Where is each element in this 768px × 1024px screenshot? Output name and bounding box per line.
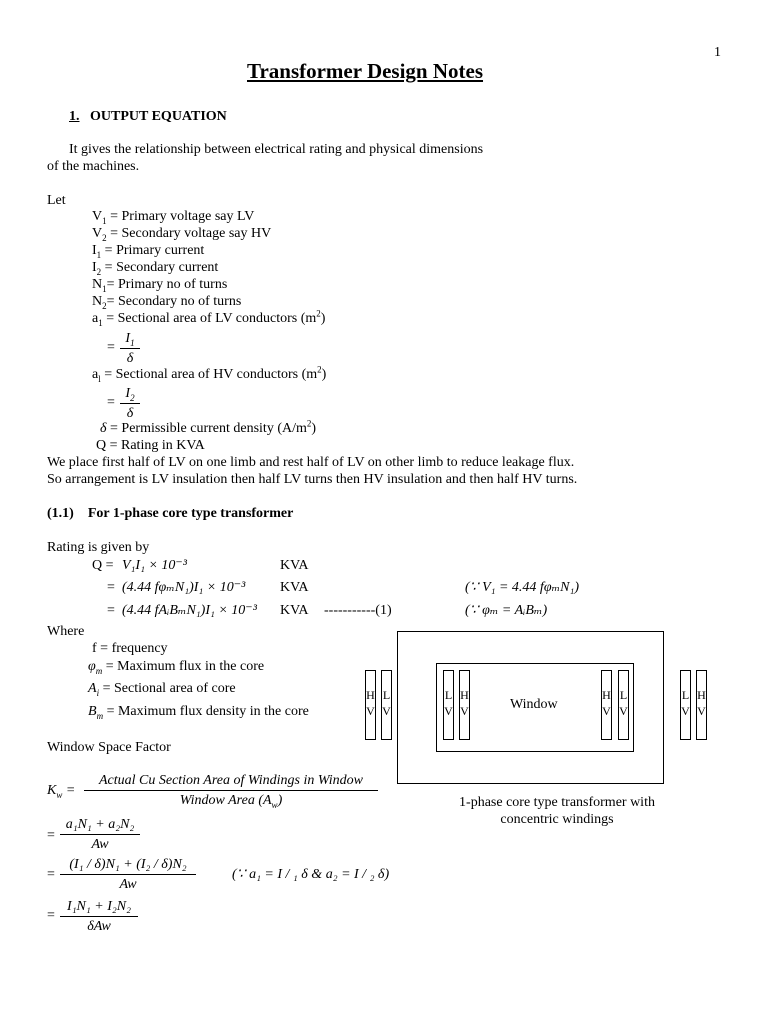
para2-line-2: So arrangement is LV insulation then half LV turns then HV insulation and then half HV turns.: [47, 472, 578, 487]
kw-step-1: $\frac{\text{a₁N₁ + a₂N₂}}{Aw}$: [60, 816, 140, 853]
diagram-caption-line-1: 1-phase core type transformer with: [459, 795, 655, 810]
def-q: Q = Rating in KVA: [96, 438, 205, 453]
kw-lhs: $K_w$ =: [47, 783, 76, 800]
rating-eq-2: (4.44 fφₘN₁)I₁ × 10⁻³: [122, 580, 246, 595]
where-ai: $A_i$ = Sectional area of core: [88, 681, 236, 698]
rating-eq-2-note: (∵ V₁ = 4.44 fφₘN₁): [465, 580, 580, 595]
rating-eq-3-unit: KVA: [280, 603, 309, 618]
rating-eq-3-tag: -----------(1): [324, 603, 392, 618]
rating-eq-lhs: Q =: [92, 558, 114, 573]
coil-lv-window-left: L V: [443, 670, 454, 740]
section-1-heading: [69, 108, 227, 125]
coil-hv-window-right: H V: [601, 670, 612, 740]
def-i1: $I_1$ = Primary current: [92, 243, 205, 260]
def-i2: $I_2$ = Secondary current: [92, 260, 219, 277]
def-delta: δ = Permissible current density $(A/m^2)$: [100, 418, 317, 436]
coil-hv-right-outer: H V: [696, 670, 707, 740]
kw-step-3: I₁N₁ + I₂N₂ δAw: [60, 898, 138, 935]
kw-step-2: $\frac{\text{(I₁ / δ)N₁ + (I₂ / δ)N₂}}{Aw}$: [60, 856, 196, 893]
coil-lv-window-right: L V: [618, 670, 629, 740]
intro-line-1: It gives the relationship between electrical rating and physical dimensions: [69, 142, 484, 157]
where-phi: $\varphi_m$ = Maximum flux in the core: [88, 659, 265, 676]
def-n1: $N_1=$ Primary no of turns: [92, 277, 228, 294]
def-v2: $V_2$ = Secondary voltage say HV: [92, 226, 272, 243]
coil-hv-left-outer: H V: [365, 670, 376, 740]
page-title: Transformer Design Notes: [247, 59, 484, 83]
where-label: Where: [47, 624, 85, 639]
page-number: 1: [714, 45, 721, 60]
rating-eq-1: V₁I₁ × 10⁻³: [122, 558, 187, 573]
window-space-factor-label: Window Space Factor: [47, 740, 171, 755]
coil-lv-left-inner: L V: [381, 670, 392, 740]
def-a2: $a_l$ = Sectional area of HV conductors $(m^2)$: [92, 364, 327, 384]
intro-line-2: of the machines.: [47, 159, 140, 174]
para2-line-1: We place first half of LV on one limb and rest half of LV on other limb to reduce leakage flux.: [47, 455, 575, 470]
where-bm: $B_m$ = Maximum flux density in the core: [88, 704, 309, 721]
let-label: Let: [47, 193, 66, 208]
kw-step-2-note: (∵ a₁ = I / ₁ δ & a₂ = I / ₂ δ): [232, 867, 390, 882]
fraction-i2-over-delta: $\frac{I_2}{\delta}$: [120, 385, 140, 422]
rating-intro: Rating is given by: [47, 540, 150, 555]
fraction-i1-over-delta: $\frac{I_1}{\delta}$: [120, 330, 140, 367]
rating-eq-2-unit: KVA: [280, 580, 309, 595]
rating-eq-3: (4.44 fAᵢBₘN₁)I₁ × 10⁻³: [122, 603, 257, 618]
coil-lv-right-inner: L V: [680, 670, 691, 740]
where-f: f = frequency: [92, 641, 168, 656]
def-a1: $a_1$ = Sectional area of LV conductors $(m^2)$: [92, 308, 326, 328]
coil-hv-window-left: H V: [459, 670, 470, 740]
rating-eq-1-unit: KVA: [280, 558, 309, 573]
rating-eq-3-note: (∵ φₘ = AᵢBₘ): [465, 603, 548, 618]
window-label: Window: [510, 697, 558, 712]
diagram-caption-line-2: concentric windings: [500, 812, 614, 827]
kw-fraction: Actual Cu Section Area of Windings in Window Window Area $(A_w)$: [84, 772, 378, 809]
def-n2: $N_2=$ Secondary no of turns: [92, 294, 242, 311]
section-1-title: OUTPUT EQUATION: [90, 109, 227, 124]
def-v1: $V_1$ = Primary voltage say LV: [92, 209, 255, 226]
section-1-number: 1.: [69, 109, 80, 124]
section-1-1-heading: (1.1) For 1-phase core type transformer: [47, 506, 294, 521]
